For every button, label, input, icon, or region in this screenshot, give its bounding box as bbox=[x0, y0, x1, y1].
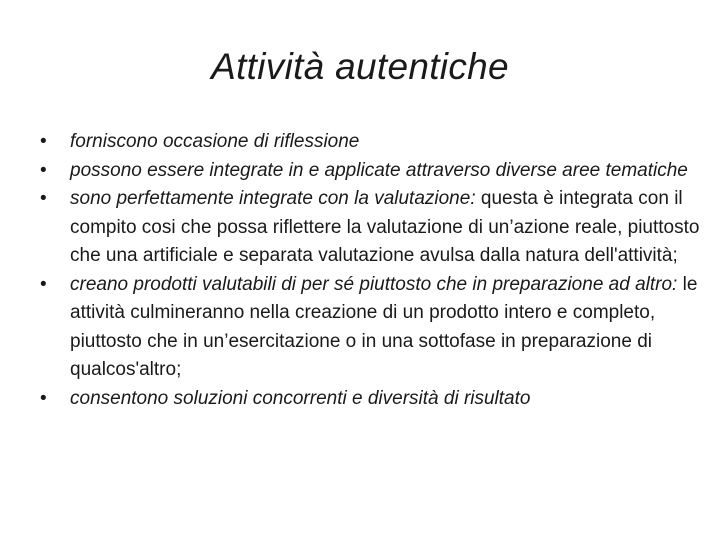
bullet-icon: • bbox=[40, 131, 47, 152]
bullet-icon: • bbox=[40, 159, 47, 181]
bullet-item bbox=[40, 128, 700, 157]
bullet-icon: • bbox=[40, 188, 47, 209]
bullet-item bbox=[40, 157, 700, 186]
bullet-italic-text: consentono soluzioni concorrenti e diversità di risultato bbox=[70, 387, 531, 409]
bullet-italic-text: forniscono occasione di riflessione bbox=[70, 131, 360, 152]
bullet-text: le attività culmineranno nella creazione di un prodotto intero e completo, piuttosto che in un’esercitazione o in una sottofase in preparazione di qualcos'altro; bbox=[70, 273, 698, 380]
bullet-item bbox=[40, 271, 700, 385]
bullet-list bbox=[40, 128, 700, 413]
slide-title: Attività autentiche bbox=[211, 46, 509, 87]
bullet-italic-text: creano prodotti valutabili di per sé piuttosto che in preparazione ad altro: bbox=[70, 273, 678, 295]
bullet-italic-text: possono essere integrate in e applicate attraverso diverse aree tematiche bbox=[70, 159, 688, 181]
bullet-item bbox=[40, 385, 700, 414]
bullet-italic-text: sono perfettamente integrate con la valutazione: bbox=[70, 188, 476, 209]
bullet-icon: • bbox=[40, 273, 47, 295]
bullet-text: questa è integrata con il compito cosi che possa riflettere la valutazione di un’azione reale, piuttosto che una artificiale e separata valutazione avulsa dalla natura dell'attività; bbox=[70, 188, 700, 266]
bullet-icon: • bbox=[40, 387, 47, 409]
bullet-item bbox=[40, 185, 700, 271]
